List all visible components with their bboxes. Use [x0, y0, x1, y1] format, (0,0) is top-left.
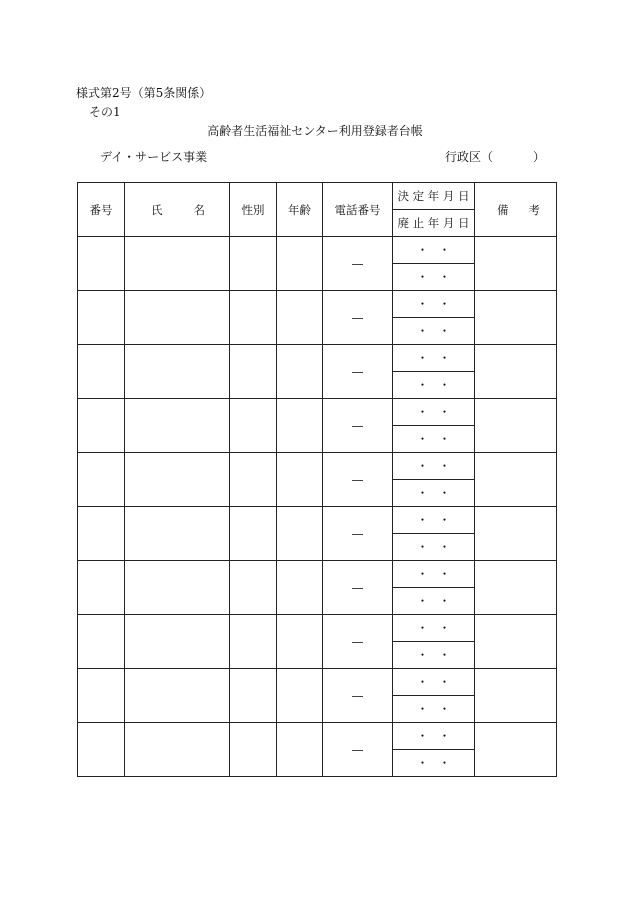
- age-cell[interactable]: [277, 723, 323, 777]
- form-number-label: 様式第2号（第5条関係）: [76, 86, 212, 100]
- col-name-header: [125, 183, 230, 237]
- date-separator-dot: ・: [438, 567, 451, 581]
- remarks-cell[interactable]: [475, 291, 557, 345]
- phone-cell[interactable]: [323, 561, 393, 615]
- col-number-header: 番号: [78, 183, 125, 237]
- abolished-date-cell[interactable]: [393, 264, 475, 291]
- number-cell[interactable]: [78, 453, 125, 507]
- table-header-row: [78, 183, 557, 210]
- date-separator-dot: ・: [438, 486, 451, 500]
- col-phone-header: 電話番号: [323, 183, 393, 237]
- decided-date-cell[interactable]: [393, 237, 475, 264]
- table-body: [78, 237, 557, 777]
- decided-date-cell[interactable]: [393, 723, 475, 750]
- col-remarks-header-b: 考: [528, 202, 540, 217]
- abolished-date-cell[interactable]: [393, 696, 475, 723]
- date-separator-dot: ・: [416, 594, 429, 608]
- remarks-cell[interactable]: [475, 237, 557, 291]
- sex-cell[interactable]: [230, 615, 277, 669]
- age-cell[interactable]: [277, 615, 323, 669]
- col-decided-date-header: 決 定 年 月 日: [393, 183, 475, 210]
- abolished-date-cell[interactable]: [393, 318, 475, 345]
- name-cell[interactable]: [125, 399, 230, 453]
- date-separator-dot: ・: [438, 729, 451, 743]
- name-cell[interactable]: [125, 453, 230, 507]
- age-cell[interactable]: [277, 669, 323, 723]
- date-separator-dot: ・: [416, 702, 429, 716]
- sex-cell[interactable]: [230, 507, 277, 561]
- age-cell[interactable]: [277, 507, 323, 561]
- date-separator-dot: ・: [438, 351, 451, 365]
- table-row: [78, 291, 557, 318]
- col-age-header: 年齢: [277, 183, 323, 237]
- remarks-cell[interactable]: [475, 561, 557, 615]
- phone-cell[interactable]: [323, 399, 393, 453]
- phone-dash: —: [351, 364, 364, 379]
- sex-cell[interactable]: [230, 399, 277, 453]
- remarks-cell[interactable]: [475, 399, 557, 453]
- remarks-cell[interactable]: [475, 723, 557, 777]
- number-cell[interactable]: [78, 237, 125, 291]
- date-separator-dot: ・: [416, 432, 429, 446]
- ward-label: 行政区（: [445, 150, 494, 164]
- age-cell[interactable]: [277, 291, 323, 345]
- date-separator-dot: ・: [416, 729, 429, 743]
- date-separator-dot: ・: [416, 405, 429, 419]
- col-abolished-date-header: 廃 止 年 月 日: [393, 210, 475, 237]
- remarks-cell[interactable]: [475, 669, 557, 723]
- phone-cell[interactable]: [323, 615, 393, 669]
- phone-dash: —: [351, 418, 364, 433]
- date-separator-dot: ・: [416, 567, 429, 581]
- name-cell[interactable]: [125, 669, 230, 723]
- decided-date-cell[interactable]: [393, 615, 475, 642]
- sex-cell[interactable]: [230, 453, 277, 507]
- phone-dash: —: [351, 742, 364, 757]
- remarks-cell[interactable]: [475, 615, 557, 669]
- name-cell[interactable]: [125, 723, 230, 777]
- number-cell[interactable]: [78, 507, 125, 561]
- age-cell[interactable]: [277, 453, 323, 507]
- table-row: [78, 615, 557, 642]
- phone-dash: —: [351, 634, 364, 649]
- age-cell[interactable]: [277, 399, 323, 453]
- abolished-date-cell[interactable]: [393, 480, 475, 507]
- name-cell[interactable]: [125, 615, 230, 669]
- table-row: [78, 669, 557, 696]
- decided-date-cell[interactable]: [393, 669, 475, 696]
- number-cell[interactable]: [78, 723, 125, 777]
- number-cell[interactable]: [78, 561, 125, 615]
- col-sex-header: 性別: [230, 183, 277, 237]
- decided-date-cell[interactable]: [393, 507, 475, 534]
- number-cell[interactable]: [78, 669, 125, 723]
- decided-date-cell[interactable]: [393, 399, 475, 426]
- table-row: [78, 453, 557, 480]
- date-separator-dot: ・: [416, 675, 429, 689]
- phone-cell[interactable]: [323, 723, 393, 777]
- date-separator-dot: ・: [416, 756, 429, 770]
- table-row: [78, 507, 557, 534]
- date-separator-dot: ・: [438, 621, 451, 635]
- name-cell[interactable]: [125, 291, 230, 345]
- form-sub-label: その1: [89, 105, 121, 119]
- name-cell[interactable]: [125, 507, 230, 561]
- service-label: デイ・サービス事業: [100, 150, 208, 164]
- date-separator-dot: ・: [416, 297, 429, 311]
- col-name-header-b: 名: [193, 202, 205, 217]
- number-cell[interactable]: [78, 615, 125, 669]
- date-separator-dot: ・: [438, 405, 451, 419]
- phone-cell[interactable]: [323, 291, 393, 345]
- table-row: [78, 399, 557, 426]
- date-separator-dot: ・: [438, 243, 451, 257]
- document-title: 高齢者生活福祉センター利用登録者台帳: [207, 124, 423, 138]
- phone-dash: —: [351, 256, 364, 271]
- table-row: [78, 237, 557, 264]
- date-separator-dot: ・: [416, 351, 429, 365]
- col-remarks-header-a: 備: [497, 202, 509, 217]
- date-separator-dot: ・: [438, 378, 451, 392]
- col-name-header-a: 氏: [151, 202, 163, 217]
- age-cell[interactable]: [277, 237, 323, 291]
- sex-cell[interactable]: [230, 237, 277, 291]
- date-separator-dot: ・: [438, 513, 451, 527]
- date-separator-dot: ・: [416, 243, 429, 257]
- ward-close-paren: ）: [533, 150, 546, 164]
- remarks-cell[interactable]: [475, 345, 557, 399]
- date-separator-dot: ・: [416, 324, 429, 338]
- date-separator-dot: ・: [416, 270, 429, 284]
- sex-cell[interactable]: [230, 345, 277, 399]
- date-separator-dot: ・: [416, 513, 429, 527]
- date-separator-dot: ・: [438, 459, 451, 473]
- age-cell[interactable]: [277, 561, 323, 615]
- registration-table: [77, 182, 557, 777]
- decided-date-cell[interactable]: [393, 291, 475, 318]
- date-separator-dot: ・: [438, 324, 451, 338]
- abolished-date-cell[interactable]: [393, 642, 475, 669]
- date-separator-dot: ・: [416, 486, 429, 500]
- number-cell[interactable]: [78, 291, 125, 345]
- name-cell[interactable]: [125, 237, 230, 291]
- table-row: [78, 345, 557, 372]
- abolished-date-cell[interactable]: [393, 750, 475, 777]
- date-separator-dot: ・: [438, 594, 451, 608]
- decided-date-cell[interactable]: [393, 345, 475, 372]
- date-separator-dot: ・: [438, 675, 451, 689]
- number-cell[interactable]: [78, 345, 125, 399]
- phone-dash: —: [351, 688, 364, 703]
- date-separator-dot: ・: [438, 432, 451, 446]
- decided-date-cell[interactable]: [393, 561, 475, 588]
- age-cell[interactable]: [277, 345, 323, 399]
- phone-dash: —: [351, 310, 364, 325]
- phone-cell[interactable]: [323, 345, 393, 399]
- name-cell[interactable]: [125, 345, 230, 399]
- number-cell[interactable]: [78, 399, 125, 453]
- date-separator-dot: ・: [438, 540, 451, 554]
- remarks-cell[interactable]: [475, 507, 557, 561]
- date-separator-dot: ・: [438, 702, 451, 716]
- date-separator-dot: ・: [416, 540, 429, 554]
- col-remarks-header: [475, 183, 557, 237]
- sex-cell[interactable]: [230, 723, 277, 777]
- table-row: [78, 723, 557, 750]
- phone-cell[interactable]: [323, 669, 393, 723]
- date-separator-dot: ・: [416, 378, 429, 392]
- phone-dash: —: [351, 580, 364, 595]
- phone-cell[interactable]: [323, 453, 393, 507]
- date-separator-dot: ・: [438, 270, 451, 284]
- date-separator-dot: ・: [416, 648, 429, 662]
- sex-cell[interactable]: [230, 291, 277, 345]
- abolished-date-cell[interactable]: [393, 372, 475, 399]
- phone-cell[interactable]: [323, 507, 393, 561]
- phone-dash: —: [351, 526, 364, 541]
- table-row: [78, 561, 557, 588]
- date-separator-dot: ・: [438, 297, 451, 311]
- remarks-cell[interactable]: [475, 453, 557, 507]
- abolished-date-cell[interactable]: [393, 588, 475, 615]
- date-separator-dot: ・: [416, 621, 429, 635]
- decided-date-cell[interactable]: [393, 453, 475, 480]
- date-separator-dot: ・: [438, 648, 451, 662]
- sex-cell[interactable]: [230, 561, 277, 615]
- date-separator-dot: ・: [416, 459, 429, 473]
- phone-cell[interactable]: [323, 237, 393, 291]
- abolished-date-cell[interactable]: [393, 534, 475, 561]
- abolished-date-cell[interactable]: [393, 426, 475, 453]
- phone-dash: —: [351, 472, 364, 487]
- name-cell[interactable]: [125, 561, 230, 615]
- sex-cell[interactable]: [230, 669, 277, 723]
- date-separator-dot: ・: [438, 756, 451, 770]
